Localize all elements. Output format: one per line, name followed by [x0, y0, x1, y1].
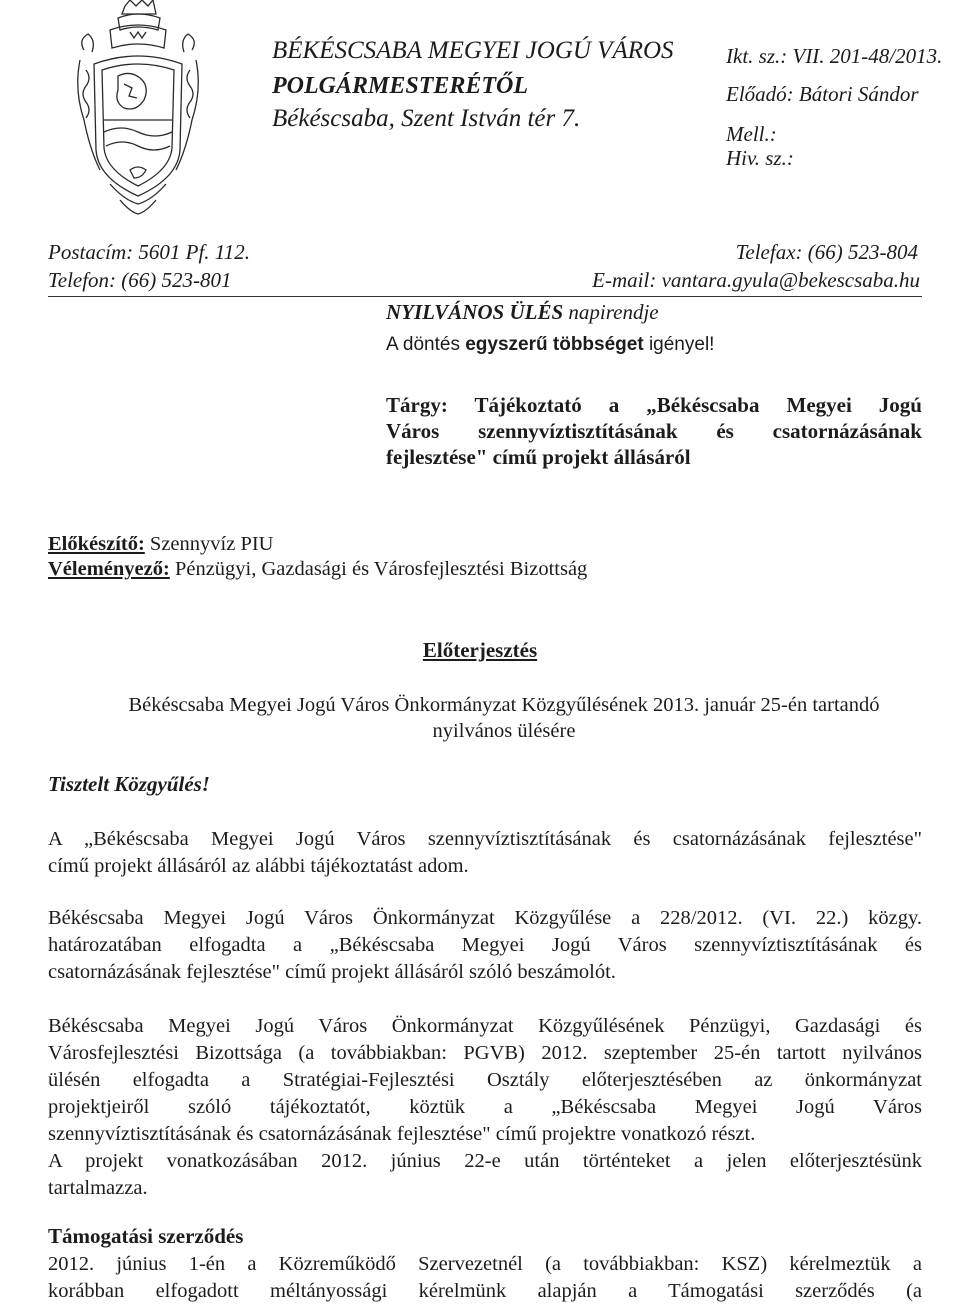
registration-number: Ikt. sz.: VII. 201-48/2013. — [726, 44, 943, 68]
p1-line-2: című projekt állásáról az alábbi tájékoztatást adom. — [48, 855, 469, 877]
majority-pre: A döntés — [386, 334, 466, 355]
city-coat-of-arms — [70, 0, 205, 220]
paragraph-2 — [48, 905, 922, 986]
proposal-line-1: Békéscsaba Megyei Jogú Város Önkormányzat Közgyűlésének 2013. január 25-én tartandó — [128, 694, 880, 716]
reviewer-line — [48, 556, 587, 583]
p4-line-1: 2012. június 1-én a Közreműködő Szervezetnél (a továbbiakban: KSZ) kérelmeztük a — [48, 1253, 922, 1275]
header-office: POLGÁRMESTERÉTŐL — [272, 73, 529, 99]
decision-majority — [386, 334, 714, 356]
header-city: BÉKÉSCSABA MEGYEI JOGÚ VÁROS — [272, 37, 674, 64]
session-type — [386, 300, 659, 325]
p3-line-4: projektjeiről szóló tájékoztatót, köztük a „Békéscsaba Megyei Jogú Város — [48, 1096, 922, 1118]
p3-line-1: Békéscsaba Megyei Jogú Város Önkormányzat Közgyűlésének Pénzügyi, Gazdasági és — [48, 1015, 922, 1037]
p2-line-2: határozatában elfogadta a „Békéscsaba Megyei Jogú Város szennyvíztisztításának és — [48, 934, 922, 956]
subject-block — [386, 392, 922, 470]
p2-line-1: Békéscsaba Megyei Jogú Város Önkormányzat Közgyűlése a 228/2012. (VI. 22.) közgy. — [48, 907, 922, 929]
paragraph-4 — [48, 1251, 922, 1305]
proposal-heading: Előterjesztés — [422, 638, 538, 662]
p3-line-5: szennyvíztisztításának és csatornázásának fejlesztése" című projektre vonatkozó részt. — [48, 1123, 756, 1145]
phone: Telefon: (66) 523-801 — [48, 268, 232, 292]
paragraph-1 — [48, 826, 922, 880]
header-divider — [48, 296, 922, 297]
fax: Telefax: (66) 523-804 — [735, 240, 918, 264]
header-address: Békéscsaba, Szent István tér 7. — [272, 105, 581, 132]
p2-line-3: csatornázásának fejlesztése" című projekt állásáról szóló beszámolót. — [48, 961, 616, 983]
reference-number: Hiv. sz.: — [726, 146, 794, 170]
salutation: Tisztelt Közgyűlés! — [48, 772, 210, 796]
presenter: Előadó: Bátori Sándor — [726, 82, 919, 106]
paragraph-3 — [48, 1013, 922, 1202]
p3-line-3: ülésén elfogadta a Stratégiai-Fejlesztési Osztály előterjesztésében az önkormányzat — [48, 1069, 922, 1091]
session-title-suffix: napirendje — [563, 300, 659, 324]
reviewer-label: Véleményező: — [48, 558, 170, 580]
subject-line-3: fejlesztése" című projekt állásáról — [386, 445, 691, 469]
section-heading: Támogatási szerződés — [48, 1224, 244, 1248]
session-title: NYILVÁNOS ÜLÉS — [386, 300, 564, 324]
postal-address: Postacím: 5601 Pf. 112. — [48, 240, 251, 264]
p3-line-7: tartalmazza. — [48, 1177, 148, 1199]
preparer-value: Szennyvíz PIU — [144, 533, 274, 555]
email: E-mail: vantara.gyula@bekescsaba.hu — [592, 268, 920, 292]
subject-line-1: Tárgy: Tájékoztató a „Békéscsaba Megyei Jogú — [386, 393, 922, 417]
majority-bold: egyszerű többséget — [465, 334, 644, 355]
preparer-label: Előkészítő: — [48, 533, 145, 555]
majority-post: igényel! — [643, 334, 715, 355]
reviewer-value: Pénzügyi, Gazdasági és Városfejlesztési Bizottság — [169, 558, 588, 580]
p3-line-2: Városfejlesztési Bizottsága (a továbbiakban: PGVB) 2012. szeptember 25-én tartott nyilvános — [48, 1042, 922, 1064]
preparer-line — [48, 531, 273, 558]
p1-line-1: A „Békéscsaba Megyei Jogú Város szennyvíztisztításának és csatornázásának fejlesztése" — [48, 828, 922, 850]
proposal-line-2: nyilvános ülésére — [432, 720, 576, 742]
p4-line-2: korábban elfogadott méltányossági kérelmünk alapján a Támogatási szerződés (a — [48, 1280, 922, 1302]
attachments: Mell.: — [726, 122, 777, 146]
subject-line-2: Város szennyvíztisztításának és csatornázásának — [386, 419, 922, 443]
p3-line-6: A projekt vonatkozásában 2012. június 22-e után történteket a jelen előterjesztésünk — [48, 1150, 922, 1172]
